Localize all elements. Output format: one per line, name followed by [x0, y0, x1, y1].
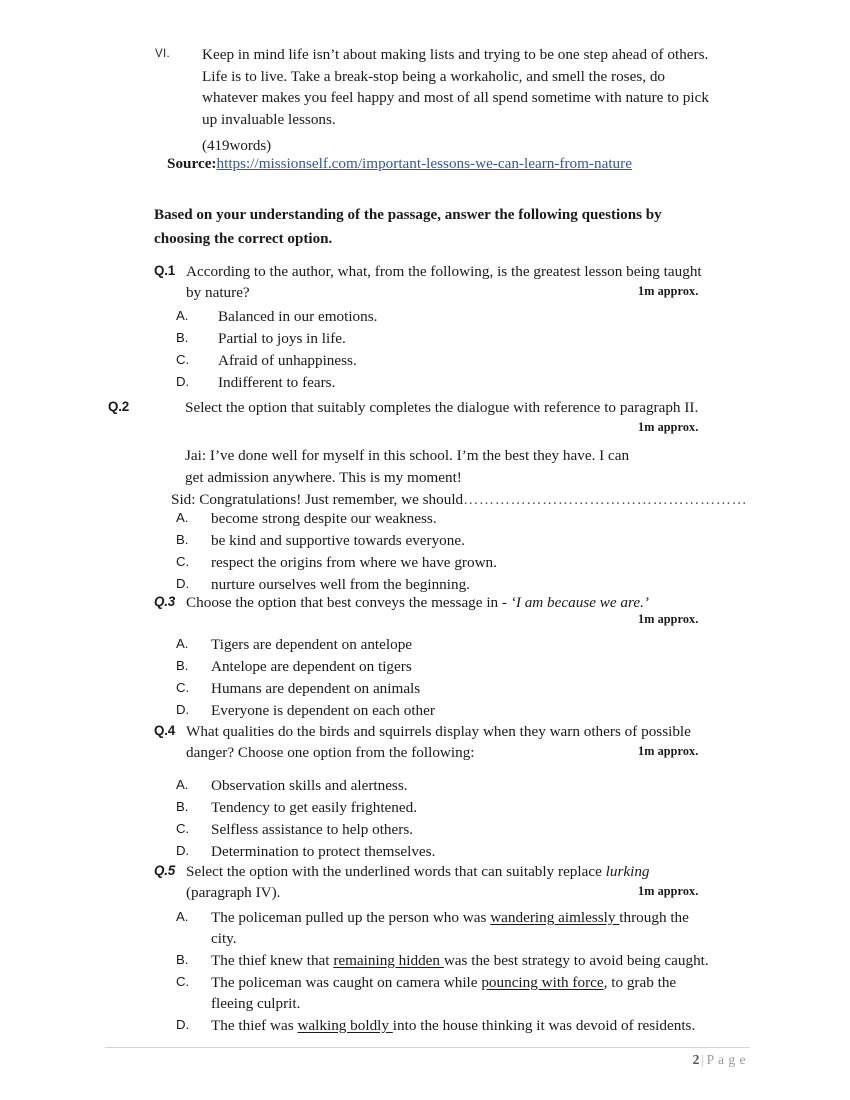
option-letter: B.: [176, 798, 189, 814]
marks-q4: 1m approx.: [638, 744, 699, 758]
question-header-q4: [154, 722, 714, 764]
option-letter: D.: [176, 701, 190, 717]
option-q2-b[interactable]: [176, 531, 696, 552]
option-pre: The policeman pulled up the person who was: [211, 909, 491, 926]
option-text: [211, 973, 711, 1015]
dialogue-sid-text: Sid: Congratulations! Just remember, we should: [171, 491, 464, 509]
option-text: [211, 908, 711, 950]
option-text: become strong despite our weakness.: [211, 510, 437, 527]
option-q3-c[interactable]: [176, 679, 696, 700]
option-pre: The thief knew that: [211, 951, 334, 969]
option-post: , to grab the fleeing culprit.: [211, 973, 677, 1012]
dialogue-line-jai-1: Jai: I’ve done well for myself in this school. I’m the best they have. I can: [185, 447, 630, 464]
dialogue-q2: [171, 445, 748, 511]
question-text-q5-before: Select the option with the underlined words that can suitably replace: [186, 863, 606, 880]
page-footer: [693, 1052, 746, 1068]
question-label-q3: Q.3: [154, 594, 175, 609]
option-q4-a[interactable]: [176, 776, 696, 797]
option-letter: A.: [176, 308, 189, 323]
option-q1-b[interactable]: [176, 329, 696, 350]
question-label-q2: Q.2: [108, 399, 129, 414]
option-letter: B.: [176, 657, 189, 673]
option-letter: D.: [176, 842, 190, 858]
question-label-q1: Q.1: [154, 263, 175, 278]
option-underlined: walking boldly: [297, 1016, 393, 1034]
option-text: Indifferent to fears.: [218, 373, 336, 391]
option-q5-a[interactable]: [176, 908, 711, 950]
option-text: Tendency to get easily frightened.: [211, 798, 418, 816]
option-pre: The thief was: [211, 1016, 298, 1034]
option-q2-c[interactable]: [176, 553, 696, 574]
option-pre: The policeman was caught on camera while: [211, 973, 482, 991]
option-letter: C.: [176, 679, 190, 695]
question-text-q5-after: (paragraph IV).: [186, 883, 281, 901]
footer-separator: |: [701, 1052, 705, 1067]
footer-page-number: 2: [692, 1052, 700, 1067]
word-count: (419words): [202, 138, 272, 154]
option-letter: C.: [176, 553, 190, 569]
question-block-q3: [154, 593, 714, 626]
option-text: be kind and supportive towards everyone.: [211, 531, 465, 549]
question-header-q2: [108, 398, 708, 434]
options-q5: [176, 908, 711, 1038]
question-block-q5: [154, 862, 714, 904]
options-q1: [176, 307, 696, 395]
option-underlined: remaining hidden: [333, 951, 444, 969]
option-text: Everyone is dependent on each other: [211, 701, 435, 719]
options-q3: [176, 635, 696, 723]
option-text: Humans are dependent on animals: [211, 679, 421, 697]
option-letter: B.: [176, 951, 189, 967]
option-post: into the house thinking it was devoid of residents.: [392, 1016, 696, 1034]
option-letter: A.: [176, 510, 189, 525]
option-text: Selfless assistance to help others.: [211, 820, 414, 838]
marks-q2: 1m approx.: [638, 420, 699, 434]
marks-q1: 1m approx.: [638, 284, 699, 298]
option-text: [211, 1016, 711, 1037]
option-letter: A.: [176, 777, 189, 792]
option-q2-a[interactable]: [176, 509, 696, 530]
option-text: Partial to joys in life.: [218, 329, 346, 347]
question-block-q2: [108, 398, 708, 434]
question-header-q3: [154, 593, 714, 626]
option-text: Balanced in our emotions.: [218, 308, 378, 325]
option-text: respect the origins from where we have grown.: [211, 553, 497, 571]
question-italic-word-q5: lurking: [605, 863, 650, 880]
passage-numeral: VI.: [155, 48, 170, 60]
option-letter: B.: [176, 531, 189, 547]
question-text-q4: What qualities do the birds and squirrels display when they warn others of possible danger? Choose one option from the following:: [186, 723, 691, 761]
dotted-leader: ………………………………………………: [463, 491, 748, 509]
option-q5-d[interactable]: [176, 1016, 711, 1037]
marks-q3: 1m approx.: [638, 612, 699, 626]
options-q2: [176, 509, 696, 597]
option-text: nurture ourselves well from the beginning.: [211, 575, 470, 593]
option-letter: D.: [176, 1016, 190, 1032]
source-label: Source:: [167, 155, 217, 172]
question-quote-q3: ‘I am because we are.’: [510, 594, 649, 611]
option-letter: C.: [176, 973, 190, 989]
option-q1-d[interactable]: [176, 373, 696, 394]
footer-page-word: P a g e: [706, 1052, 746, 1067]
option-text: Tigers are dependent on antelope: [211, 636, 413, 653]
option-letter: C.: [176, 820, 190, 836]
marks-q5: 1m approx.: [638, 884, 699, 898]
option-q5-b[interactable]: [176, 951, 711, 972]
question-header-q1: [154, 262, 706, 304]
option-q5-c[interactable]: [176, 973, 711, 1015]
footer-divider: [105, 1047, 750, 1048]
question-block-q4: [154, 722, 714, 764]
option-q1-a[interactable]: [176, 307, 696, 328]
option-letter: A.: [176, 909, 189, 924]
option-letter: C.: [176, 351, 190, 367]
option-post: was the best strategy to avoid being caught.: [443, 951, 709, 969]
option-q3-a[interactable]: [176, 635, 696, 656]
question-text-q3-before: Choose the option that best conveys the message in -: [186, 594, 511, 611]
option-text: Afraid of unhappiness.: [218, 351, 357, 369]
option-q1-c[interactable]: [176, 351, 696, 372]
option-text: Observation skills and alertness.: [211, 777, 408, 794]
question-text-q5: [186, 862, 714, 904]
dialogue-line-sid: [171, 489, 748, 511]
question-header-q5: [154, 862, 714, 904]
option-letter: D.: [176, 373, 190, 389]
question-block-q1: [154, 262, 706, 304]
question-label-q5: Q.5: [154, 863, 175, 878]
option-letter: D.: [176, 575, 190, 591]
question-text-q2: Select the option that suitably completes the dialogue with reference to paragraph II.: [185, 399, 699, 416]
passage-text: Keep in mind life isn’t about making lists and trying to be one step ahead of others. Life is to live. Take a break-stop being a workaholic, and smell the roses, do whatever makes you feel happy and most of all spend sometime with nature to pick up invaluable lessons.: [202, 46, 709, 129]
options-q4: [176, 776, 696, 864]
option-q3-b[interactable]: [176, 657, 696, 678]
option-q3-d[interactable]: [176, 701, 696, 722]
dialogue-line-jai-2: get admission anywhere. This is my moment!: [185, 469, 462, 487]
option-letter: B.: [176, 329, 189, 345]
option-letter: A.: [176, 636, 189, 651]
option-post: through the city.: [211, 909, 689, 947]
source-line: [167, 153, 632, 174]
option-q4-c[interactable]: [176, 820, 696, 841]
option-underlined: pouncing with force: [481, 973, 604, 991]
option-text: [211, 951, 711, 972]
question-label-q4: Q.4: [154, 723, 175, 738]
option-underlined: wandering aimlessly: [490, 909, 620, 926]
option-text: Determination to protect themselves.: [211, 842, 436, 860]
question-text-q3: [186, 593, 714, 614]
option-q4-d[interactable]: [176, 842, 696, 863]
passage-item-vi: [155, 44, 715, 131]
option-q4-b[interactable]: [176, 798, 696, 819]
question-text-q1: According to the author, what, from the following, is the greatest lesson being taught by nature?: [186, 263, 702, 301]
source-url-link[interactable]: https://missionself.com/important-lessons-we-can-learn-from-nature: [216, 155, 632, 172]
option-text: Antelope are dependent on tigers: [211, 657, 412, 675]
instruction-text: Based on your understanding of the passage, answer the following questions by choosing the correct option.: [154, 207, 662, 248]
